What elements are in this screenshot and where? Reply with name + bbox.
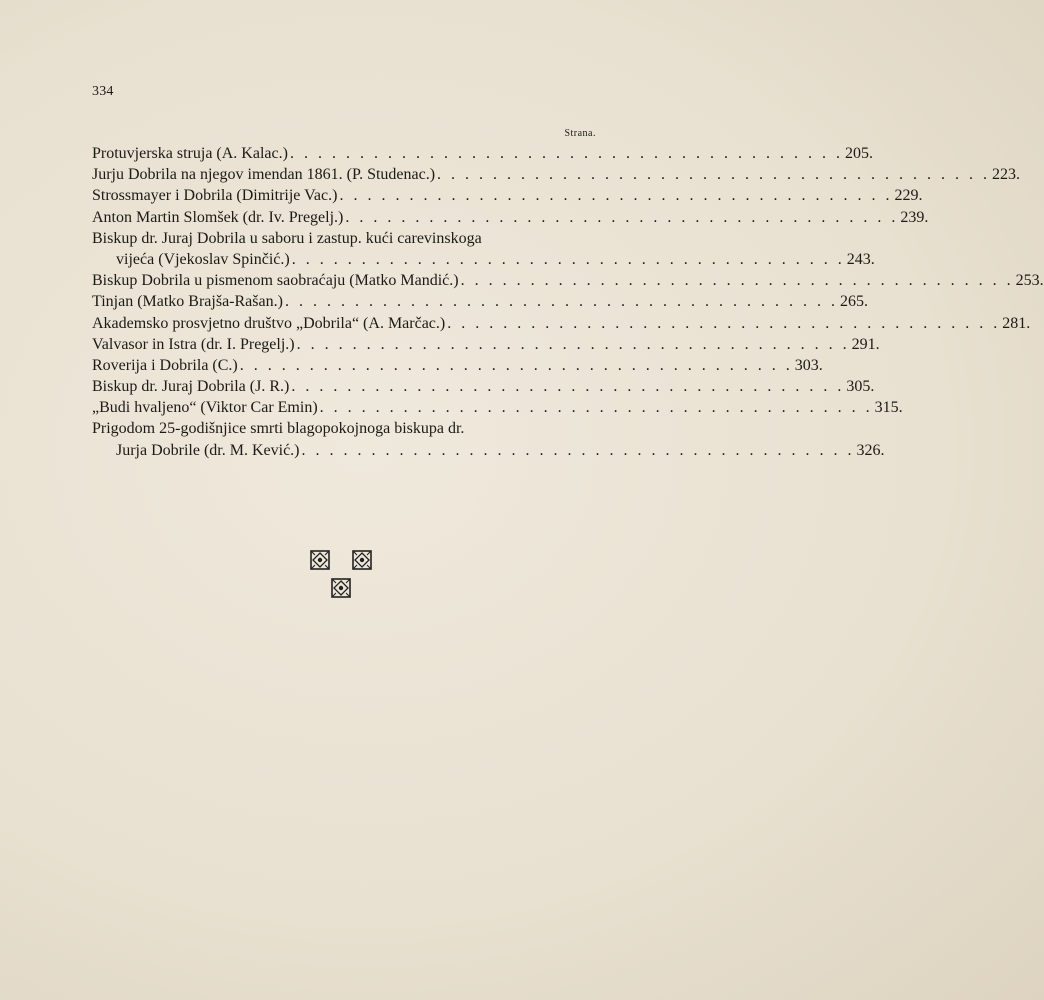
column-header-strana: Strana. [564,128,596,139]
toc-entry [92,334,880,355]
dot-leader: . . . . . . . . . . . . . . . . . . . . . . . . . . . . . . . . . . . . . . . . [239,356,793,374]
dot-leader: . . . . . . . . . . . . . . . . . . . . . . . . . . . . . . . . . . . . . . . . [447,314,1001,332]
toc-entry [92,185,923,206]
toc-entry-page: 281. [1002,314,1031,332]
toc-entry [92,207,929,228]
toc-entry-page: 239. [900,208,929,226]
toc-entry [92,143,873,164]
toc-entry [92,270,1044,291]
toc-entry-title: Jurju Dobrila na njegov imendan 1861. (P. Studenac.) [92,166,436,184]
toc-entry-page: 305. [846,378,875,396]
toc-entry-page: 291. [851,335,880,353]
toc-entry-page: 315. [874,399,903,417]
toc-entry-title: „Budi hvaljeno“ (Viktor Car Emin) [92,399,318,417]
dot-leader: . . . . . . . . . . . . . . . . . . . . . . . . . . . . . . . . . . . . . . . . [301,441,855,459]
dot-leader: . . . . . . . . . . . . . . . . . . . . . . . . . . . . . . . . . . . . . . . . [296,335,850,353]
toc-entry [92,313,1031,334]
toc-entry-title: Biskup Dobrila u pismenom saobraćaju (Matko Mandić.) [92,272,459,290]
dot-leader: . . . . . . . . . . . . . . . . . . . . . . . . . . . . . . . . . . . . . . . . [291,250,845,268]
toc-entry-title: Protuvjerska struja (A. Kalac.) [92,145,288,162]
toc-entry-title: Prigodom 25-godišnjice smrti blagopokojnoga biskupa dr. [92,420,465,438]
toc-entry [92,291,868,312]
toc-entry-title: vijeća (Vjekoslav Spinčić.) [116,250,290,268]
square-ornament-icon [352,550,372,570]
toc-entry [92,355,823,376]
toc-entry-title: Roverija i Dobrila (C.) [92,356,238,374]
toc-entry-page: 326. [856,441,885,459]
dot-leader: . . . . . . . . . . . . . . . . . . . . . . . . . . . . . . . . . . . . . . . . [339,187,893,205]
square-ornament-icon [310,550,330,570]
toc-entry-title: Valvasor in Istra (dr. I. Pregelj.) [92,335,295,353]
toc-entry-title: Tinjan (Matko Brajša-Rašan.) [92,293,283,311]
page-number: 334 [92,84,114,99]
dot-leader: . . . . . . . . . . . . . . . . . . . . . . . . . . . . . . . . . . . . . . . . [319,399,873,417]
toc-entry [92,228,596,249]
dot-leader: . . . . . . . . . . . . . . . . . . . . . . . . . . . . . . . . . . . . . . . . [291,378,845,396]
toc-entry-page: 229. [894,187,923,205]
toc-entry [92,440,885,461]
toc-entry [92,397,903,418]
toc-entry-title: Anton Martin Slomšek (dr. Iv. Pregelj.) [92,208,344,226]
toc-entry-page: 265. [839,293,868,311]
toc-entry-title: Strossmayer i Dobrila (Dimitrije Vac.) [92,187,338,205]
toc-entry-title: Akademsko prosvjetno društvo „Dobrila“ (A. Marčac.) [92,314,446,332]
toc-entry [92,164,1021,185]
toc-entry-page: 243. [846,250,875,268]
dot-leader: . . . . . . . . . . . . . . . . . . . . . . . . . . . . . . . . . . . . . . . . [345,208,899,226]
toc-entry-page: 303. [794,356,823,374]
toc-entry-title: Jurja Dobrile (dr. M. Kević.) [116,441,300,459]
square-ornament-icon [331,578,351,598]
toc-entry-page: 223. [992,166,1021,184]
toc-entry-title: Biskup dr. Juraj Dobrila u saboru i zastup. kući carevinskoga [92,229,482,247]
dot-leader: . . . . . . . . . . . . . . . . . . . . . . . . . . . . . . . . . . . . . . . . [437,166,991,184]
toc-entry [92,249,875,270]
dot-leader: . . . . . . . . . . . . . . . . . . . . . . . . . . . . . . . . . . . . . . . . [289,145,843,162]
toc-entry-page: 253. [1015,272,1044,290]
table-of-contents [92,143,1044,461]
toc-entry-title: Biskup dr. Juraj Dobrila (J. R.) [92,378,290,396]
toc-entry [92,418,596,439]
toc-entry-page: 205. [844,145,873,162]
toc-entry [92,376,875,397]
dot-leader: . . . . . . . . . . . . . . . . . . . . . . . . . . . . . . . . . . . . . . . . [460,272,1014,290]
dot-leader: . . . . . . . . . . . . . . . . . . . . . . . . . . . . . . . . . . . . . . . . [284,293,838,311]
